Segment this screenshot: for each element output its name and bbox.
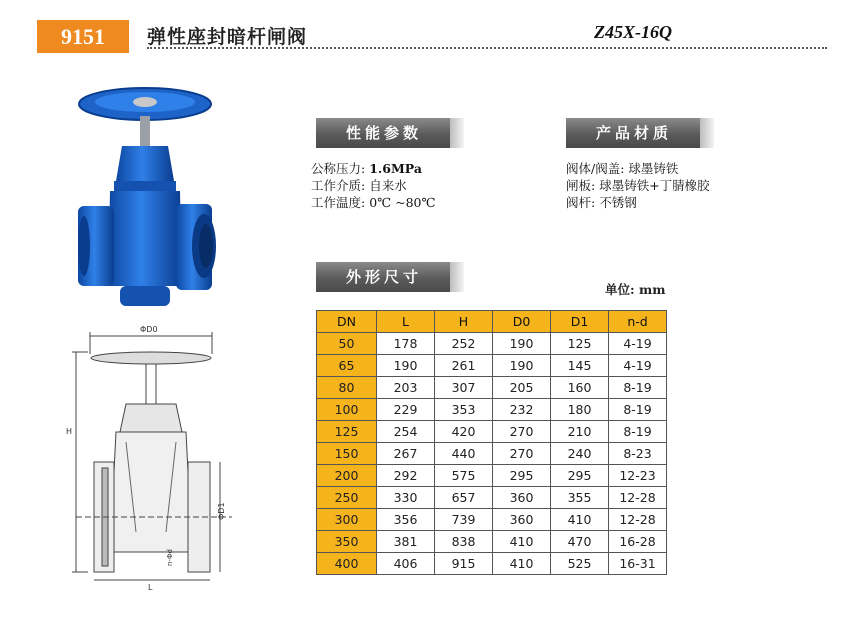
table-cell: 307 bbox=[435, 377, 493, 399]
dn-cell: 200 bbox=[317, 465, 377, 487]
table-cell: 261 bbox=[435, 355, 493, 377]
table-cell: 190 bbox=[493, 355, 551, 377]
table-cell: 406 bbox=[377, 553, 435, 575]
table-cell: 915 bbox=[435, 553, 493, 575]
table-cell: 12-28 bbox=[609, 487, 667, 509]
table-cell: 125 bbox=[551, 333, 609, 355]
spec-label: 闸板: bbox=[566, 178, 596, 193]
table-cell: 356 bbox=[377, 509, 435, 531]
spec-row bbox=[566, 194, 710, 211]
spec-row bbox=[311, 177, 435, 194]
drawing-label-h: H bbox=[66, 427, 73, 436]
dn-cell: 50 bbox=[317, 333, 377, 355]
spec-value: 0℃ ~80℃ bbox=[369, 195, 436, 210]
spec-value: 球墨铸铁 bbox=[628, 161, 679, 176]
table-row bbox=[317, 465, 667, 487]
drawing-label-d0: ΦD0 bbox=[140, 325, 158, 334]
spec-label: 工作温度: bbox=[311, 195, 366, 210]
unit-label: 单位: mm bbox=[605, 282, 666, 297]
table-cell: 353 bbox=[435, 399, 493, 421]
valve-product-photo bbox=[70, 86, 220, 318]
table-row bbox=[317, 553, 667, 575]
spec-label: 公称压力: bbox=[311, 161, 366, 176]
table-cell: 8-23 bbox=[609, 443, 667, 465]
table-cell: 178 bbox=[377, 333, 435, 355]
table-row bbox=[317, 487, 667, 509]
table-row bbox=[317, 333, 667, 355]
valve-technical-drawing bbox=[36, 322, 246, 592]
dn-cell: 100 bbox=[317, 399, 377, 421]
dn-cell: 350 bbox=[317, 531, 377, 553]
dn-cell: 65 bbox=[317, 355, 377, 377]
column-header: DN bbox=[317, 311, 377, 333]
table-cell: 739 bbox=[435, 509, 493, 531]
dn-cell: 125 bbox=[317, 421, 377, 443]
table-cell: 838 bbox=[435, 531, 493, 553]
table-cell: 8-19 bbox=[609, 399, 667, 421]
table-cell: 575 bbox=[435, 465, 493, 487]
spec-value: 不锈钢 bbox=[599, 195, 637, 210]
dn-cell: 300 bbox=[317, 509, 377, 531]
table-cell: 4-19 bbox=[609, 333, 667, 355]
dn-cell: 80 bbox=[317, 377, 377, 399]
spec-label: 阀体/阀盖: bbox=[566, 161, 625, 176]
product-title: 弹性座封暗杆闸阀 bbox=[147, 26, 308, 48]
spec-value: 球墨铸铁+丁腈橡胶 bbox=[599, 178, 710, 193]
table-cell: 295 bbox=[493, 465, 551, 487]
table-cell: 330 bbox=[377, 487, 435, 509]
table-cell: 240 bbox=[551, 443, 609, 465]
table-cell: 160 bbox=[551, 377, 609, 399]
table-cell: 420 bbox=[435, 421, 493, 443]
spec-label: 工作介质: bbox=[311, 178, 366, 193]
table-cell: 381 bbox=[377, 531, 435, 553]
header-divider bbox=[147, 47, 827, 49]
table-row bbox=[317, 399, 667, 421]
table-row bbox=[317, 377, 667, 399]
table-cell: 190 bbox=[493, 333, 551, 355]
table-cell: 4-19 bbox=[609, 355, 667, 377]
table-cell: 16-28 bbox=[609, 531, 667, 553]
column-header: D0 bbox=[493, 311, 551, 333]
table-cell: 270 bbox=[493, 443, 551, 465]
table-cell: 410 bbox=[493, 531, 551, 553]
table-cell: 525 bbox=[551, 553, 609, 575]
spec-value: 自来水 bbox=[369, 178, 407, 193]
performance-list bbox=[311, 160, 435, 211]
table-cell: 12-23 bbox=[609, 465, 667, 487]
table-cell: 440 bbox=[435, 443, 493, 465]
table-cell: 360 bbox=[493, 509, 551, 531]
performance-banner: 性能参数 bbox=[316, 118, 452, 148]
spec-row bbox=[311, 160, 435, 177]
table-cell: 292 bbox=[377, 465, 435, 487]
table-row bbox=[317, 355, 667, 377]
table-cell: 16-31 bbox=[609, 553, 667, 575]
table-cell: 410 bbox=[493, 553, 551, 575]
table-cell: 145 bbox=[551, 355, 609, 377]
table-cell: 657 bbox=[435, 487, 493, 509]
spec-row bbox=[311, 194, 435, 211]
table-cell: 295 bbox=[551, 465, 609, 487]
table-cell: 8-19 bbox=[609, 421, 667, 443]
table-cell: 267 bbox=[377, 443, 435, 465]
material-banner: 产品材质 bbox=[566, 118, 702, 148]
product-code-badge: 9151 bbox=[37, 20, 129, 53]
spec-value: 1.6MPa bbox=[369, 161, 422, 176]
table-cell: 8-19 bbox=[609, 377, 667, 399]
table-row bbox=[317, 509, 667, 531]
table-row bbox=[317, 421, 667, 443]
table-cell: 190 bbox=[377, 355, 435, 377]
column-header: D1 bbox=[551, 311, 609, 333]
table-row bbox=[317, 531, 667, 553]
column-header: L bbox=[377, 311, 435, 333]
table-cell: 410 bbox=[551, 509, 609, 531]
column-header: H bbox=[435, 311, 493, 333]
table-cell: 205 bbox=[493, 377, 551, 399]
table-cell: 270 bbox=[493, 421, 551, 443]
table-row bbox=[317, 443, 667, 465]
spec-row bbox=[566, 160, 710, 177]
dn-cell: 400 bbox=[317, 553, 377, 575]
table-header-row bbox=[317, 311, 667, 333]
model-code: Z45X-16Q bbox=[594, 22, 672, 42]
material-list bbox=[566, 160, 710, 211]
dn-cell: 250 bbox=[317, 487, 377, 509]
drawing-label-d1: ΦD1 bbox=[217, 502, 226, 520]
table-cell: 210 bbox=[551, 421, 609, 443]
table-cell: 355 bbox=[551, 487, 609, 509]
drawing-label-nd: n-Φd bbox=[166, 549, 174, 566]
table-cell: 360 bbox=[493, 487, 551, 509]
dimensions-banner: 外形尺寸 bbox=[316, 262, 452, 292]
table-cell: 232 bbox=[493, 399, 551, 421]
drawing-label-l: L bbox=[148, 583, 153, 592]
table-cell: 203 bbox=[377, 377, 435, 399]
spec-label: 阀杆: bbox=[566, 195, 596, 210]
table-cell: 180 bbox=[551, 399, 609, 421]
table-cell: 229 bbox=[377, 399, 435, 421]
table-cell: 252 bbox=[435, 333, 493, 355]
spec-row bbox=[566, 177, 710, 194]
table-cell: 470 bbox=[551, 531, 609, 553]
dimensions-table bbox=[316, 310, 667, 575]
table-cell: 12-28 bbox=[609, 509, 667, 531]
column-header: n-d bbox=[609, 311, 667, 333]
table-cell: 254 bbox=[377, 421, 435, 443]
dn-cell: 150 bbox=[317, 443, 377, 465]
